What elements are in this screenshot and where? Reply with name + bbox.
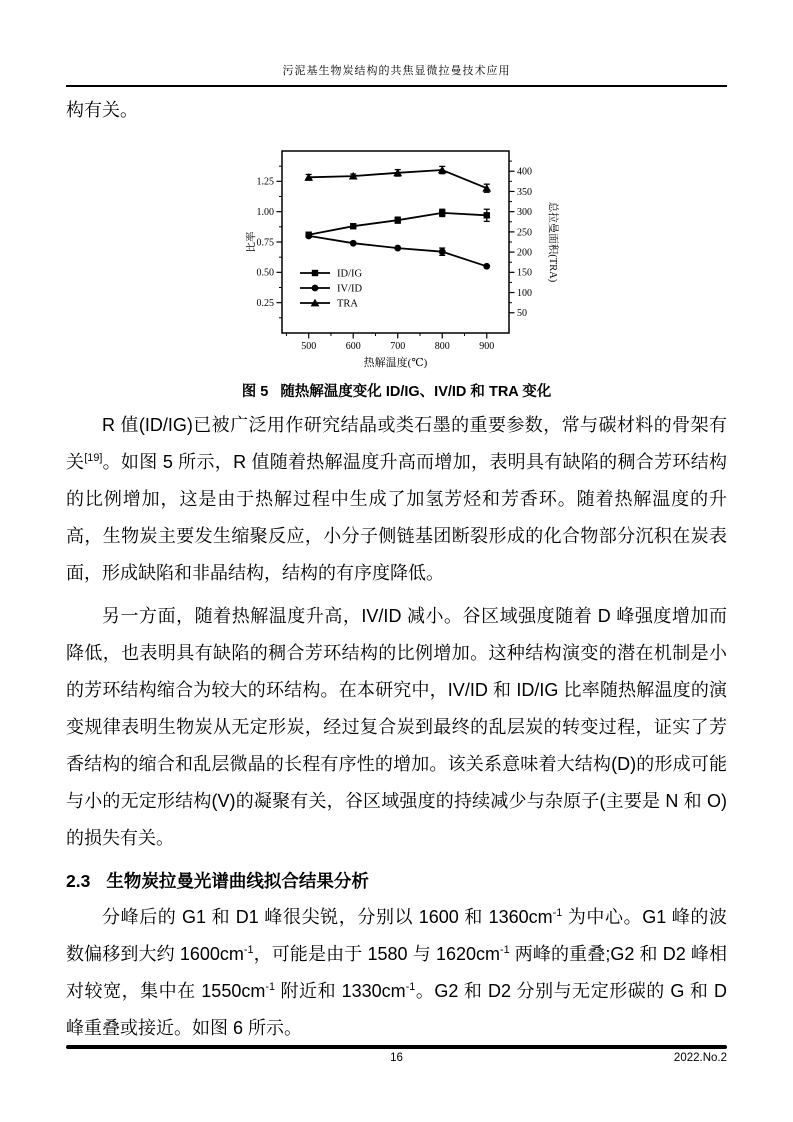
svg-text:200: 200 <box>517 247 532 259</box>
svg-text:900: 900 <box>479 341 495 352</box>
line-chart <box>246 139 590 375</box>
svg-text:800: 800 <box>434 341 450 352</box>
figure-caption-label: 图 5 <box>241 384 269 400</box>
svg-text:500: 500 <box>301 341 317 352</box>
svg-text:50: 50 <box>517 308 527 320</box>
figure-caption <box>66 380 727 401</box>
svg-text:ID/IG: ID/IG <box>337 268 363 280</box>
figure-5 <box>66 139 727 401</box>
svg-text:1.00: 1.00 <box>256 207 274 219</box>
page-number: 16 <box>390 1052 403 1064</box>
page-footer <box>66 1045 727 1064</box>
svg-text:IV/ID: IV/ID <box>337 283 363 295</box>
svg-text:300: 300 <box>517 207 532 219</box>
section-heading <box>66 868 727 893</box>
section-number: 2.3 <box>66 871 91 891</box>
svg-text:700: 700 <box>390 341 406 352</box>
svg-text:250: 250 <box>517 227 532 239</box>
svg-text:150: 150 <box>517 267 532 279</box>
paragraph-2: 另一方面，随着热解温度升高，IV/ID 减小。谷区域强度随着 D 峰强度增加而降低，也表明具有缺陷的稠合芳环结构的比例增加。这种结构演变的潜在机制是小的芳环结构缩合为较大的环结构。在本研究中，IV/ID 和 ID/IG 比率随热解温度的演变规律表明生物炭从无定形炭，经过复合炭到最终的乱层炭的转变过程，证实了芳香结构的缩合和乱层微晶的长程有序性的增加。该关系意味着大结构(D)的形成可能与小的无定形结构(V)的凝聚有关，谷区域强度的持续减少与杂原子(主要是 N 和 O)的损失有关。 <box>66 606 727 848</box>
paragraph-3: 分峰后的 G1 和 D1 峰很尖锐，分别以 1600 和 $1360cm^{-1}$ 为中心。G1 峰的波数偏移到大约 $1600cm^{-1}$，可能是由于 1580 与 $1620cm^{-1}$ 两峰的重叠;G2 和 D2 峰相对较宽，集中在 $1550cm^{-1}$ 附近和 $1330cm^{-1}$。G2 和 D2 分别与无定形碳的 G 和 D 峰重叠或接近。如图 6 所示。 <box>66 907 727 1038</box>
svg-text:1.25: 1.25 <box>256 176 274 188</box>
svg-text:0.75: 0.75 <box>256 237 274 249</box>
svg-text:400: 400 <box>517 166 532 178</box>
page-header <box>66 62 727 87</box>
svg-text:热解温度(℃): 热解温度(℃) <box>363 357 428 369</box>
svg-text:350: 350 <box>517 186 532 198</box>
paragraph-1: R 值(ID/IG)已被广泛用作研究结晶或类石墨的重要参数，常与碳材料的骨架有关[19]。如图 5 所示，R 值随着热解温度升高而增加，表明具有缺陷的稠合芳环结构的比例增加，这是由于热解过程中生成了加氢芳烃和芳香环。随着热解温度的升高，生物炭主要发生缩聚反应，小分子侧链基团断裂形成的化合物部分沉积在炭表面，形成缺陷和非晶结构，结构的有序度降低。 <box>66 415 728 583</box>
journal-title: 污泥基生物炭结构的共焦显微拉曼技术应用 <box>282 65 511 77</box>
svg-text:TRA: TRA <box>337 298 358 310</box>
leading-paragraph: 构有关。 <box>66 100 138 120</box>
svg-text:0.50: 0.50 <box>256 267 274 279</box>
svg-text:600: 600 <box>345 341 361 352</box>
section-title: 生物炭拉曼光谱曲线拟合结果分析 <box>106 871 369 891</box>
svg-text:比率: 比率 <box>246 231 257 253</box>
svg-text:0.25: 0.25 <box>256 298 274 310</box>
svg-text:100: 100 <box>517 287 532 299</box>
footer-rule <box>66 1045 727 1049</box>
svg-text:总拉曼面积(TRA): 总拉曼面积(TRA) <box>547 201 558 283</box>
issue-label: 2022.No.2 <box>673 1052 727 1064</box>
figure-caption-text: 随热解温度变化 ID/IG、IV/ID 和 TRA 变化 <box>280 384 552 400</box>
